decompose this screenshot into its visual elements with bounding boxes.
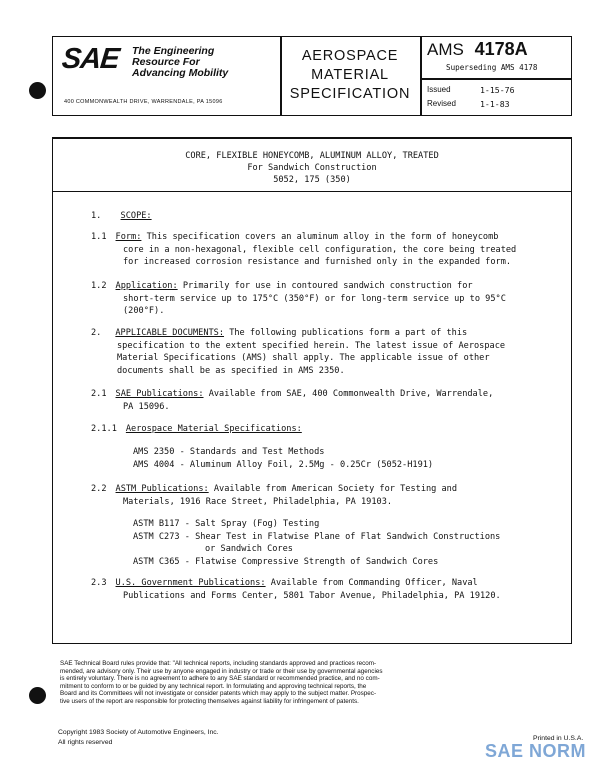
section-2-1 [91,388,493,413]
header-address: 400 COMMONWEALTH DRIVE, WARRENDALE, PA 15096 [64,99,223,105]
copyright-line: Copyright 1983 Society of Automotive Engineers, Inc. [58,729,219,736]
section-1-1 [91,231,516,269]
list-item: ASTM C273 - Shear Test in Flatwise Plane of Flat Sandwich Constructions [133,531,501,542]
section-text: Material Specifications (AMS) shall apply. The applicable issue of other [117,353,490,364]
tagline [132,46,228,79]
section-number: 1.1 [91,232,107,242]
ams-list [133,446,433,471]
doc-id-prefix: AMS [427,40,464,59]
revised-date: 1-1-83 [480,99,510,109]
section-number: 2.3 [91,578,107,588]
revised-label: Revised [427,99,456,108]
section-number: 2.2 [91,484,107,494]
section-text: PA 15096. [123,401,170,412]
tagline-line: The Engineering [132,45,215,57]
doc-type-line: MATERIAL [311,67,389,83]
section-text: Available from Commanding Officer, Naval [270,578,478,588]
section-2-3 [91,577,501,602]
doc-number: 4178A [474,39,528,59]
doc-type-line: AEROSPACE [301,48,399,64]
section-1 [91,210,152,223]
sae-logo: SAE [60,43,121,75]
doc-type-line: SPECIFICATION [289,86,411,102]
section-text: (200°F). [123,306,165,317]
list-item: ASTM C365 - Flatwise Compressive Strength of Sandwich Cores [133,556,439,567]
tagline-line: Resource For [132,56,200,68]
printed-in: Printed in U.S.A. [533,735,584,742]
section-heading: APPLICABLE DOCUMENTS: [115,328,225,338]
title-divider [52,191,572,192]
copyright [58,728,219,748]
tagline-line: Advancing Mobility [132,67,229,79]
section-2 [91,327,505,377]
doc-id [427,39,528,60]
superseding: Superseding AMS 4178 [446,63,538,72]
section-text: for increased corrosion resistance and furnished only in the expanded form. [123,257,512,268]
section-text: Publications and Forms Center, 5801 Tabor Avenue, Philadelphia, PA 19120. [123,590,501,601]
section-heading: SAE Publications: [115,389,204,399]
list-item: ASTM B117 - Salt Spray (Fog) Testing [133,519,320,529]
section-text: Materials, 1916 Race Street, Philadelphia, PA 19103. [123,496,393,507]
section-heading: Form: [115,232,142,242]
list-item: or Sandwich Cores [205,544,293,555]
section-heading: ASTM Publications: [115,484,209,494]
issued-label: Issued [427,85,451,94]
section-2-1-1 [91,423,302,436]
disclaimer-line: mitment to conform to or be guided by any technical report. In formulating and approving technical reports, the [60,682,367,690]
section-number: 2. [91,328,102,338]
disclaimer-line: tive users of the report are responsible for protecting themselves against liability for infringement of patents. [60,697,359,705]
section-heading: Aerospace Material Specifications: [125,424,302,434]
section-text: This specification covers an aluminum alloy in the form of honeycomb [146,232,499,242]
disclaimer-line: Board and its Committees will not investigate or consider patents which may apply to the subject matter. Prospec- [60,690,377,698]
section-text: specification to the extent specified herein. The latest issue of Aerospace [117,340,506,351]
section-text: Primarily for use in contoured sandwich construction for [182,281,473,291]
title-line: CORE, FLEXIBLE HONEYCOMB, ALUMINUM ALLOY, TREATED [185,151,439,161]
section-text: core in a non-hexagonal, flexible cell configuration, the core being treated [123,244,517,255]
list-item: AMS 2350 - Standards and Test Methods [133,447,325,457]
section-text: The following publications form a part of this [229,328,468,338]
section-text: Available from American Society for Testing and [213,484,458,494]
rights-line: All rights reserved [58,739,113,746]
title-line: For Sandwich Construction [247,163,377,173]
section-number: 1. [91,211,102,221]
sae-norm-watermark: SAE NORM [485,741,587,761]
section-number: 2.1 [91,389,107,399]
section-1-2 [91,280,506,318]
issued-date: 1-15-76 [480,85,515,95]
disclaimer-line: mended, are advisory only. Their use by anyone engaged in industry or trade or their use by governmental agencies [60,667,383,675]
section-2-2 [91,483,457,508]
doc-title [52,150,572,186]
section-number: 2.1.1 [91,424,117,434]
punch-hole-bottom [29,687,46,704]
list-item: AMS 4004 - Aluminum Alloy Foil, 2.5Mg - 0.25Cr (5052-H191) [133,459,434,470]
section-heading: SCOPE: [120,211,152,221]
astm-list [133,518,500,568]
section-heading: U.S. Government Publications: [115,578,266,588]
footer-disclaimer [60,660,572,706]
section-heading: Application: [115,281,178,291]
disclaimer-line: is entirely voluntary. There is no agreement to adhere to any SAE standard or recommended practice, and no com- [60,675,380,683]
header-dates-box [420,78,572,116]
section-text: Available from SAE, 400 Commonwealth Drive, Warrendale, [208,389,494,399]
punch-hole-top [29,82,46,99]
title-line: 5052, 175 (350) [273,175,351,185]
section-text: documents shall be as specified in AMS 2350. [117,365,345,376]
section-text: short-term service up to 175°C (350°F) or for long-term service up to 95°C [123,293,506,304]
disclaimer-line: SAE Technical Board rules provide that: "All technical reports, including standards approved and practices recom- [60,660,377,667]
section-number: 1.2 [91,281,107,291]
doc-type [282,47,418,104]
